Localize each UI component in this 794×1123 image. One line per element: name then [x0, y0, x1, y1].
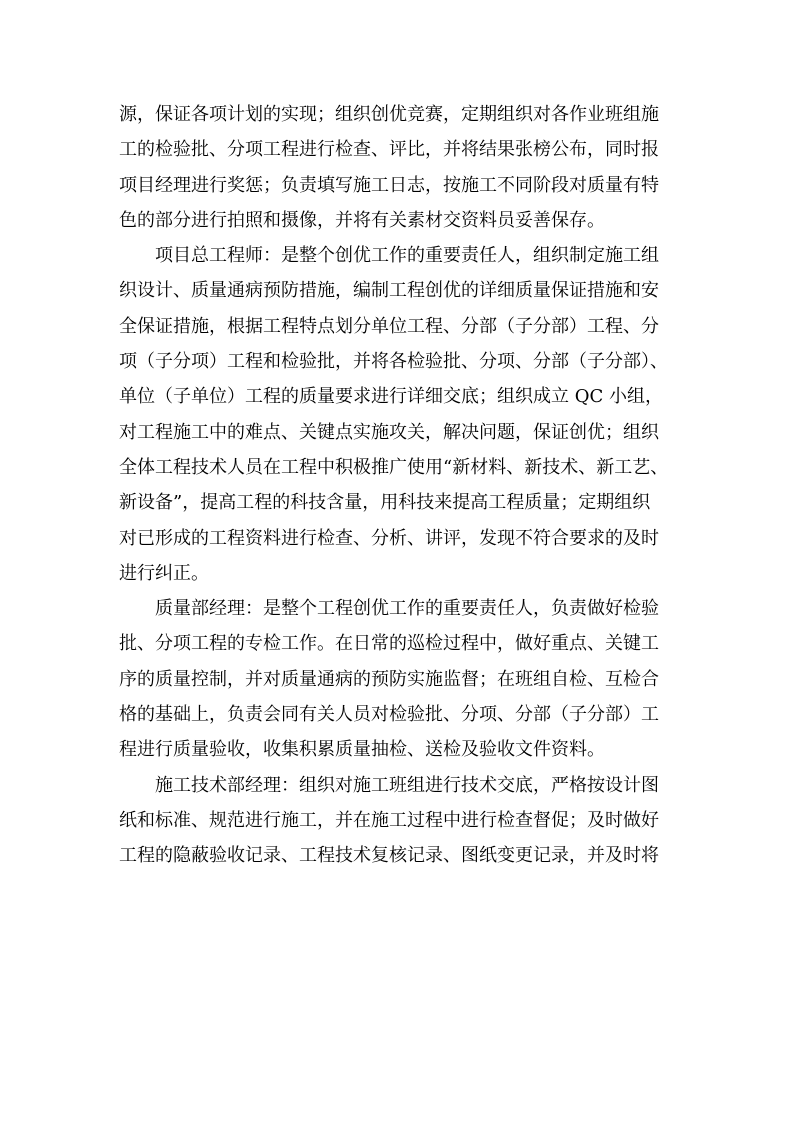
paragraph-chief-engineer	[119, 238, 679, 591]
text-line: 工程的隐蔽验收记录、工程技术复核记录、图纸变更记录，并及时将	[119, 845, 659, 867]
text-line: 项目总工程师：是整个创优工作的重要责任人，组织制定施工组	[155, 245, 659, 267]
text-line: 新设备”，提高工程的科技含量，用科技来提高工程质量；定期组织	[119, 492, 651, 514]
text-line: 对已形成的工程资料进行检查、分析、讲评，发现不符合要求的及时	[119, 527, 659, 549]
document-body	[119, 97, 679, 874]
text-line: 对工程施工中的难点、关键点实施攻关，解决问题，保证创优；组织	[119, 421, 659, 443]
text-line: 施工技术部经理：组织对施工班组进行技术交底，严格按设计图	[155, 774, 659, 796]
text-line: 单位（子单位）工程的质量要求进行详细交底；组织成立 QC 小组，	[119, 386, 663, 408]
text-line: 批、分项工程的专检工作。在日常的巡检过程中，做好重点、关键工	[119, 633, 659, 655]
text-line: 全体工程技术人员在工程中积极推广使用“新材料、新技术、新工艺、	[119, 456, 669, 478]
text-line: 序的质量控制，并对质量通病的预防实施监督；在班组自检、互检合	[119, 668, 659, 690]
text-line: 进行纠正。	[119, 562, 209, 584]
text-line: 工的检验批、分项工程进行检查、评比，并将结果张榜公布，同时报	[119, 139, 659, 161]
text-line: 源，保证各项计划的实现；组织创优竞赛，定期组织对各作业班组施	[119, 104, 659, 125]
text-line: 项目经理进行奖惩；负责填写施工日志，按施工不同阶段对质量有特	[119, 174, 659, 196]
paragraph-quality-manager	[119, 591, 679, 767]
text-line: 质量部经理：是整个工程创优工作的重要责任人，负责做好检验	[155, 598, 659, 620]
paragraph-continuation	[119, 97, 679, 238]
text-line: 程进行质量验收，收集积累质量抽检、送检及验收文件资料。	[119, 739, 605, 761]
text-line: 格的基础上，负责会同有关人员对检验批、分项、分部（子分部）工	[119, 704, 659, 726]
text-line: 色的部分进行拍照和摄像，并将有关素材交资料员妥善保存。	[119, 209, 605, 231]
text-line: 纸和标准、规范进行施工，并在施工过程中进行检查督促；及时做好	[119, 809, 659, 831]
text-line: 全保证措施，根据工程特点划分单位工程、分部（子分部）工程、分	[119, 315, 659, 337]
text-line: 项（子分项）工程和检验批，并将各检验批、分项、分部（子分部）、	[119, 351, 668, 373]
paragraph-technical-manager	[119, 768, 679, 874]
text-line: 织设计、质量通病预防措施，编制工程创优的详细质量保证措施和安	[119, 280, 659, 302]
